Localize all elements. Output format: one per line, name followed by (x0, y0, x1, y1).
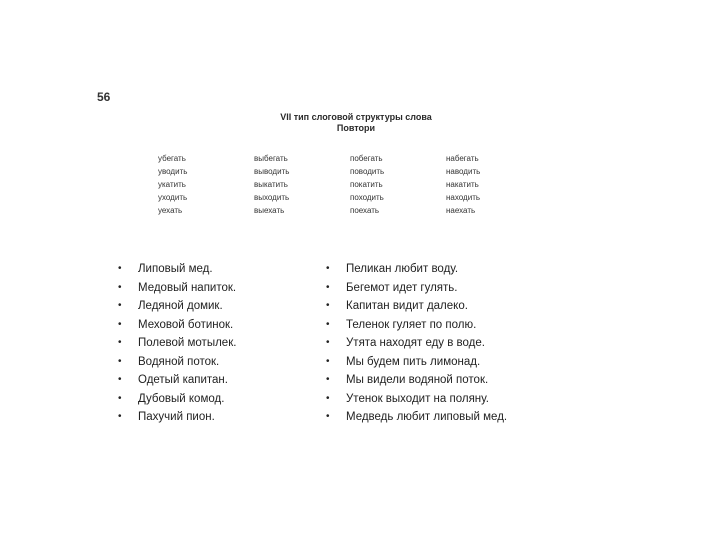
bullet-icon: • (118, 411, 122, 422)
list-item (326, 334, 507, 353)
verb-word: покатить (350, 180, 383, 189)
list-item-text: Медовый напиток. (138, 281, 237, 294)
list-item-text: Капитан видит далеко. (346, 300, 468, 312)
bullet-icon: • (118, 281, 122, 293)
list-item (118, 408, 236, 427)
bullet-icon: • (118, 355, 122, 367)
list-item-text: Медведь любит липовый мед. (346, 411, 508, 423)
verb-word: выводить (254, 167, 290, 176)
list-item-text: Теленок гуляет по полю. (346, 318, 477, 331)
list-item (326, 260, 507, 279)
verb-word: выходить (254, 193, 290, 202)
bullet-icon: • (118, 337, 122, 348)
bullet-icon: • (326, 355, 330, 367)
phrase-list-left (118, 260, 236, 427)
bullet-icon: • (118, 263, 122, 274)
bullet-icon: • (118, 300, 122, 311)
bullet-icon: • (326, 281, 330, 293)
list-item-text: Бегемот идет гулять. (346, 281, 458, 294)
bullet-icon: • (326, 411, 330, 422)
verb-word: укатить (158, 180, 186, 189)
list-item (326, 279, 507, 298)
list-item-text: Утенок выходит на поляну. (346, 392, 489, 405)
list-item (118, 334, 236, 353)
bullet-icon: • (118, 392, 122, 404)
bullet-icon: • (326, 300, 330, 311)
list-item-text: Меховой ботинок. (138, 318, 234, 331)
list-item-text: Пахучий пион. (138, 411, 215, 423)
verb-word: уехать (158, 206, 183, 215)
list-item (118, 316, 236, 335)
verb-word: выбегать (254, 154, 288, 163)
list-item (326, 316, 507, 335)
bullet-icon: • (326, 263, 330, 274)
verb-word: выехать (254, 206, 285, 215)
verb-table (158, 152, 542, 217)
page-number: 56 (97, 90, 111, 104)
verb-word: уходить (158, 193, 188, 202)
verb-word: набегать (446, 154, 479, 163)
verb-column-po (350, 152, 446, 217)
verb-word: поводить (350, 167, 385, 176)
list-item-text: Водяной поток. (138, 355, 220, 368)
section-header (200, 112, 512, 134)
phrase-list-right (326, 260, 507, 427)
verb-word: накатить (446, 180, 479, 189)
section-subtitle: Повтори (336, 123, 376, 133)
list-item-text: Утята находят еду в воде. (346, 337, 485, 349)
bullet-icon: • (118, 318, 122, 330)
list-item-text: Одетый капитан. (138, 374, 228, 386)
list-item (326, 408, 507, 427)
list-item-text: Мы видели водяной поток. (346, 374, 489, 386)
bullet-icon: • (326, 392, 330, 404)
verb-word: уводить (158, 167, 188, 176)
list-item-text: Дубовый комод. (138, 392, 225, 405)
list-item-text: Мы будем пить лимонад. (346, 355, 481, 368)
verb-word: походить (350, 193, 384, 202)
bullet-icon: • (326, 337, 330, 348)
bullet-icon: • (118, 374, 122, 385)
bullet-icon: • (326, 318, 330, 330)
list-item (326, 371, 507, 390)
list-item (118, 260, 236, 279)
list-item (326, 390, 507, 409)
verb-word: выкатить (254, 180, 288, 189)
list-item (118, 390, 236, 409)
list-item-text: Полевой мотылек. (138, 337, 237, 349)
list-item (118, 353, 236, 372)
bullet-icon: • (326, 374, 330, 385)
verb-column-u (158, 152, 254, 217)
verb-word: находить (446, 193, 481, 202)
verb-word: наехать (446, 206, 476, 215)
list-item-text: Липовый мед. (138, 263, 213, 275)
list-item (326, 353, 507, 372)
list-item (118, 279, 236, 298)
list-item (118, 371, 236, 390)
list-item (118, 297, 236, 316)
list-item (326, 297, 507, 316)
list-item-text: Ледяной домик. (138, 300, 223, 312)
section-title: VII тип слоговой структуры слова (280, 112, 432, 122)
verb-word: наводить (446, 167, 481, 176)
verb-word: убегать (158, 154, 186, 163)
verb-word: поехать (350, 206, 380, 215)
verb-column-na (446, 152, 542, 217)
verb-column-vy (254, 152, 350, 217)
verb-word: побегать (350, 154, 383, 163)
list-item-text: Пеликан любит воду. (346, 263, 459, 275)
